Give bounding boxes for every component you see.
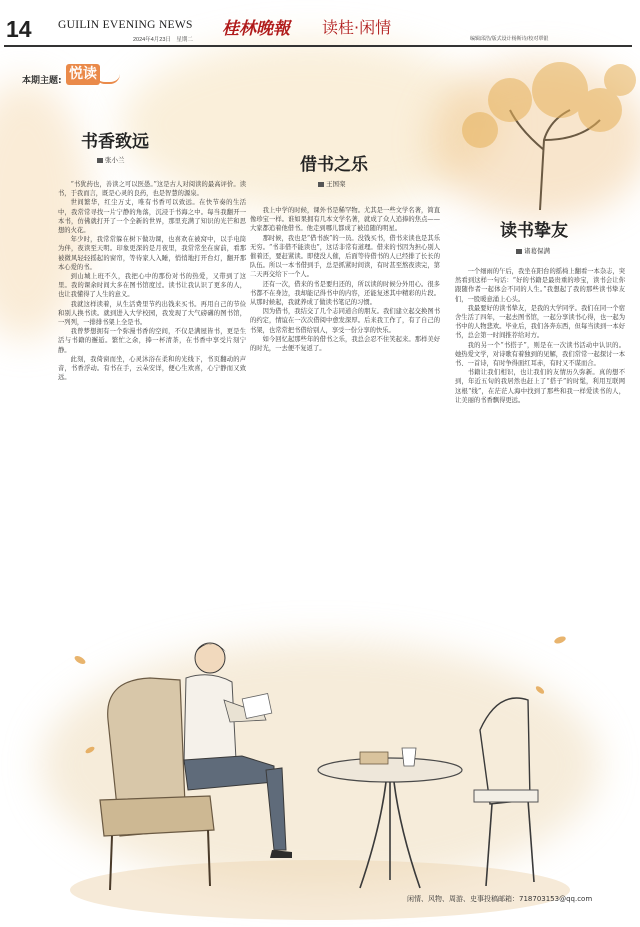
- theme-swirl-decoration: [95, 68, 120, 84]
- article-body: [250, 206, 440, 618]
- paragraph: 我就这样读着，从生活费里节约出钱来买书。再用自己的节俭和别人换书读。就到进入大学校园，我发现了大气磅礴的图书馆，一列列，一排排书架上全是书。: [58, 300, 246, 327]
- masthead-logo: 桂林晚報: [222, 19, 290, 39]
- header-rule: [4, 45, 632, 47]
- paragraph: 如今回忆起那些年的借书之乐，我总会忍不住笑起来。那样美好的时光，一去便不复返了。: [250, 335, 440, 353]
- theme-label: 本期主题:: [22, 76, 62, 86]
- paragraph: 此刻，我倚窗而坐，心灵沐浴在柔和的光线下，书页翻动的声音，书香浮动。有书在手，云朵安详，便心生欢喜，心宁静而又致远。: [58, 355, 246, 382]
- section-title: 读桂·闲情: [322, 18, 392, 37]
- paragraph: 我上中学的时候，课外书是稀罕物。尤其是一些文学名著，简直像珍宝一样。谁如果拥有几本文学名著，就成了众人追捧的焦点——大家都追着他借书。他走到哪儿都成了被追随的明星。: [250, 207, 440, 233]
- side-chair-shape: [474, 698, 538, 886]
- byline-marker-icon: [97, 158, 103, 163]
- paragraph: 因为借书，我结交了几个志同道合的朋友。我们建立起交换图书的约定，情谊在一次次借阅中愈发深厚。后来我工作了，有了自己的书架，也常常把书借给别人，享受一份分享的快乐。: [250, 308, 440, 334]
- page-header: [0, 0, 640, 44]
- reader-illustration: [60, 600, 580, 920]
- theme-word: 悦读: [66, 64, 100, 85]
- article-byline: [516, 246, 550, 255]
- paragraph: 那时候，我也是“借书族”的一员。没钱买书，借书来读也是其乐无穷。“书非借不能读也”，这话非常有道理。借来的书因为担心别人催着还，要赶紧读。即使没人催，后面等待借书的人已经排了长长的队伍。所以一本书借到手，总是抓紧时间读，有时甚至熬夜读完，第二天再交给下一个人。: [250, 234, 440, 279]
- byline-marker-icon: [516, 249, 522, 254]
- author-name: 张小兰: [105, 156, 125, 164]
- paragraph: 到山城上班不久，我把心中的那份对书的热爱，又带到了这里。我的课余时间大多在图书馆度过。读书让我认识了更多的人，也让我懂得了人生的意义。: [58, 273, 246, 299]
- contribution-note: 闲情、风物、周游、史事投稿邮箱：718703153@qq.com: [407, 895, 593, 903]
- editor-credits: 编辑邱浩/版式设计杨斯诗/校对覃银: [470, 36, 549, 42]
- paragraph: 世间繁华，红尘万丈，唯有书香可以致远。在快节奏的生活中，我常常寻找一片宁静的角落，沉浸于书海之中。每当我翻开一本书，仿佛就打开了一个全新的世界，那里充满了知识的光芒和思想的火花。: [58, 199, 246, 235]
- paragraph: 还有一次，借来的书是要归还的，所以读的时候分外用心。很多书都不在身边，我却能记得书中的内容，还能复述其中精彩的片段。从那时候起，我就养成了做读书笔记的习惯。: [250, 280, 440, 307]
- article-byline: [318, 179, 346, 188]
- paper-name: GUILIN EVENING NEWS: [58, 19, 193, 31]
- paragraph: “书犹药也，善读之可以医愚。”这是古人对阅读的最高评价。读书，于我而言，既是心灵的良药，也是智慧的源泉。: [58, 181, 246, 198]
- article-byline: [97, 155, 125, 164]
- tree-illustration: [440, 50, 640, 210]
- author-name: 诸葛保满: [524, 247, 550, 255]
- article-title: 借书之乐: [300, 155, 368, 175]
- paragraph: 我最要好的读书挚友，是我的大学同学。我们在同一个宿舍生活了四年，一起去图书馆，一起分享读书心得，也一起为书中的人物悲欢。毕业后，我们各奔东西，但每当读到一本好书，总会第一时间推荐给对方。: [455, 304, 625, 340]
- author-name: 王国栾: [326, 180, 346, 188]
- byline-marker-icon: [318, 182, 324, 187]
- issue-date: 2024年4月23日 星期二: [133, 37, 193, 43]
- page-number: 14: [6, 16, 32, 42]
- paragraph: 书籍让我们相识，也让我们的友情历久弥新。真的想不到，年近五旬的我居然也赶上了“搭子”的时髦，利用互联网这根“线”，在茫茫人海中找到了那些和我一样爱读书的人，让美丽的书香飘得更远。: [455, 369, 625, 404]
- paragraph: 年少时，我常常躲在树下做功课，也喜欢在被窝中，以手电筒为伴，夜读至天明。印象更深的是月夜里，我常常坐在窗前，看那被微风轻轻摇起的窗帘，等待家人入睡，悄悄地打开台灯，翻开那本心爱的书。: [58, 236, 246, 271]
- article-body: [58, 180, 246, 630]
- article-title: 读书挚友: [500, 221, 568, 241]
- article-title: 书香致远: [81, 132, 149, 152]
- paragraph: 一个细雨的午后，我坐在阳台的摇椅上翻看一本杂志，突然看到这样一句话：“好的书籍是最贵重的珍宝，读书会让你跟随作者一起体会不同的人生。”我想起了我的那些读书挚友们，一股暖意涌上心头。: [455, 268, 625, 303]
- paragraph: 我的另一个“书搭子”，则是在一次读书活动中认识的。她热爱文学，对诗歌有着独到的见解，我们常常一起探讨一本书、一首诗，有时争得面红耳赤，有时又不谋而合。: [455, 341, 625, 368]
- paragraph: 我曾梦想拥有一个弥漫书香的空间，不仅是满屋皆书，更是生活与书籍的邂逅。繁忙之余，捧一杯清茶，在书香中享受片刻宁静。: [58, 328, 246, 354]
